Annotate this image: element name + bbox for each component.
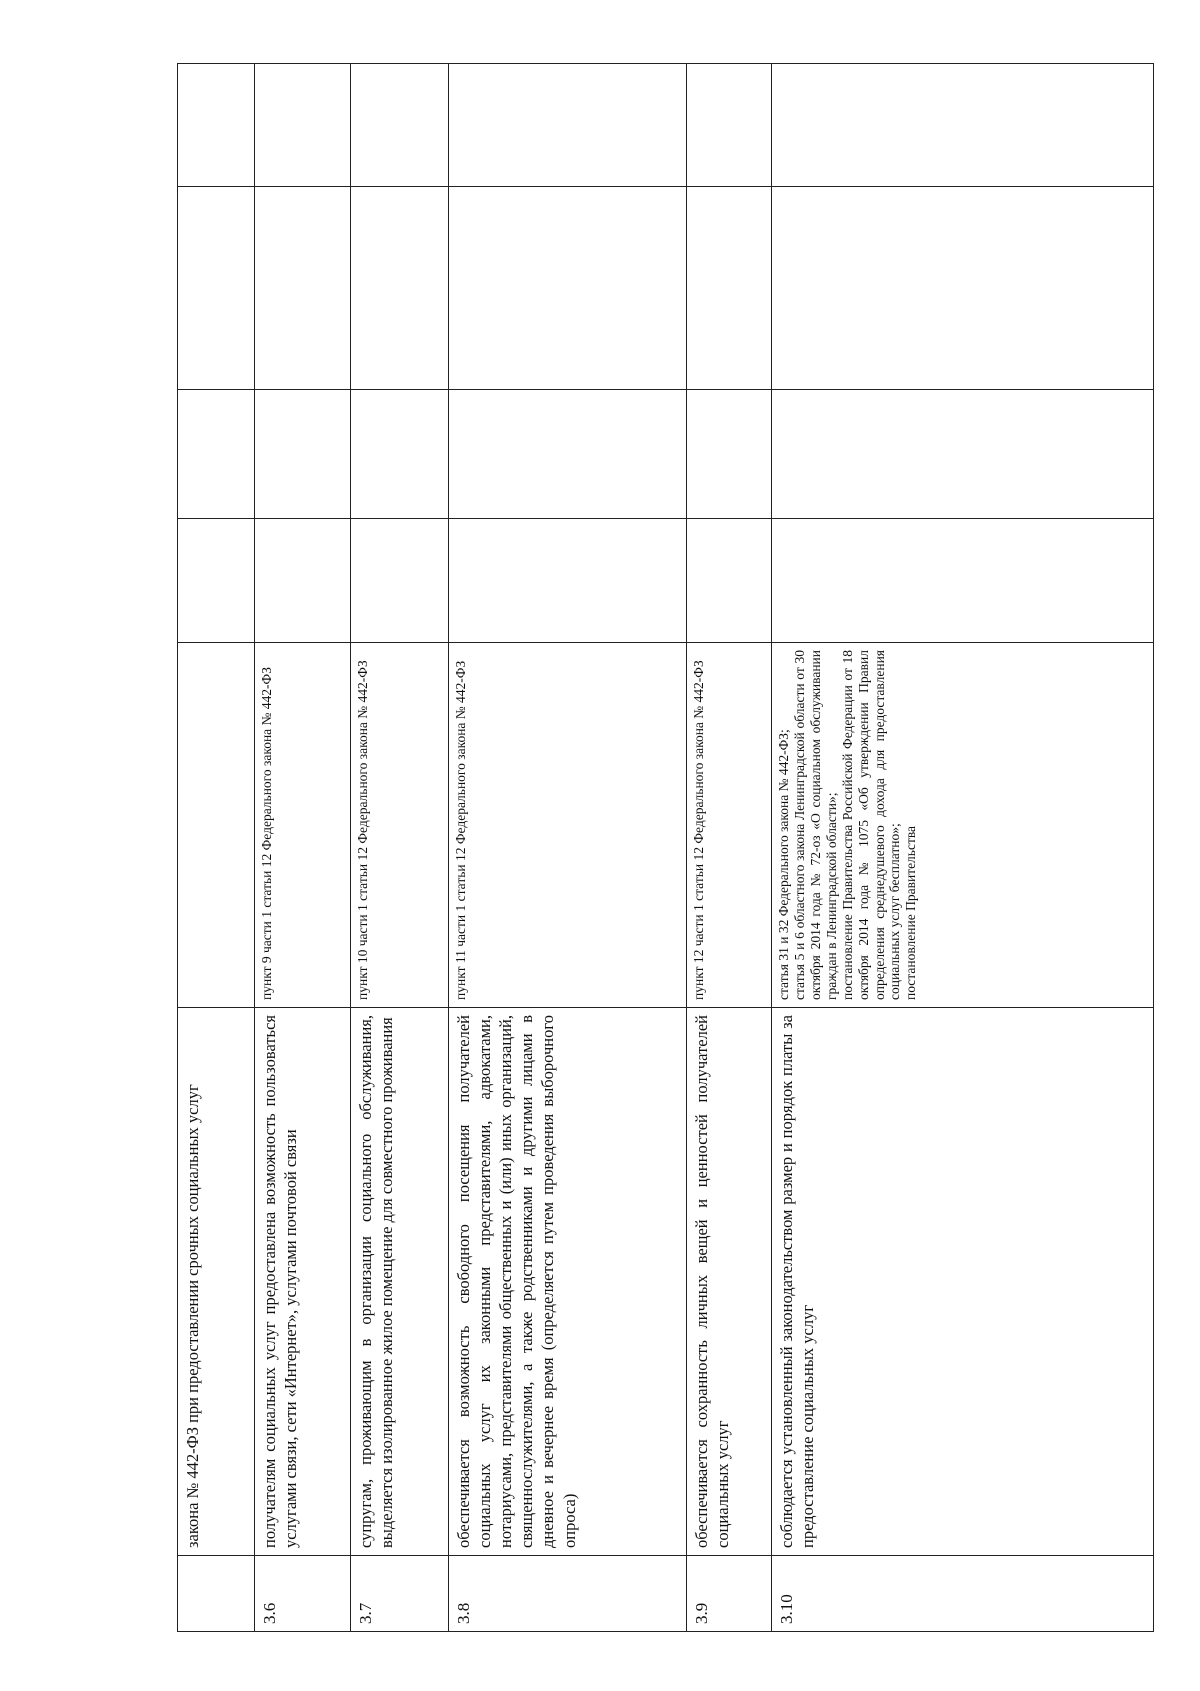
row-number: 3.7 bbox=[351, 1556, 449, 1632]
empty-cell bbox=[178, 519, 255, 643]
empty-cell bbox=[178, 390, 255, 519]
empty-cell bbox=[351, 187, 449, 390]
requirement-text: соблюдается установленный законодательством размер и порядок платы за предоставление социальных услуг bbox=[772, 1008, 1154, 1556]
table-row bbox=[178, 64, 255, 1632]
empty-cell bbox=[178, 64, 255, 187]
legal-basis bbox=[255, 643, 351, 1008]
legal-basis-line: постановление Правительства Российской Федерации от 18 октября 2014 года № 1075 «Об утверждении Правил определения среднедушевого дохода для предоставления социальных услуг бесплатно»; bbox=[839, 650, 903, 1000]
legal-basis-line: пункт 11 части 1 статьи 12 Федерального закона № 442-ФЗ bbox=[453, 660, 468, 1000]
empty-cell bbox=[772, 187, 1154, 390]
empty-cell bbox=[255, 390, 351, 519]
legal-basis-line: постановление Правительства bbox=[903, 825, 919, 1000]
legal-basis-line: статья 31 и 32 Федерального закона № 442-ФЗ; bbox=[776, 729, 791, 1000]
empty-cell bbox=[351, 519, 449, 643]
empty-cell bbox=[255, 64, 351, 187]
empty-cell bbox=[351, 390, 449, 519]
legal-basis bbox=[772, 643, 1154, 1008]
row-number: 3.10 bbox=[772, 1556, 1154, 1632]
legal-basis-line: пункт 9 части 1 статьи 12 Федерального закона № 442-ФЗ bbox=[259, 667, 274, 1000]
empty-cell bbox=[687, 187, 772, 390]
table-row bbox=[255, 64, 351, 1632]
empty-cell bbox=[255, 519, 351, 643]
legal-basis bbox=[687, 643, 772, 1008]
row-number: 3.9 bbox=[687, 1556, 772, 1632]
table-body bbox=[178, 64, 1154, 1632]
empty-cell bbox=[449, 390, 687, 519]
row-number: 3.8 bbox=[449, 1556, 687, 1632]
requirement-text: обеспечивается сохранность личных вещей и ценностей получателей социальных услуг bbox=[687, 1008, 772, 1556]
table-row bbox=[351, 64, 449, 1632]
empty-cell bbox=[449, 64, 687, 187]
empty-cell bbox=[687, 519, 772, 643]
empty-cell bbox=[772, 519, 1154, 643]
requirement-text: обеспечивается возможность свободного посещения получателей социальных услуг их законными представителями, адвокатами, нотариусами, представителями общественных и (или) иных организаций, священнослужителями, а также родственниками и другими лицами в дневное и вечернее время (определяется путем проведения выборочного опроса) bbox=[449, 1008, 687, 1556]
empty-cell bbox=[178, 187, 255, 390]
legal-basis-line: пункт 12 части 1 статьи 12 Федерального закона № 442-ФЗ bbox=[691, 660, 706, 1000]
empty-cell bbox=[449, 519, 687, 643]
checklist-table bbox=[177, 63, 1154, 1632]
table-row bbox=[772, 64, 1154, 1632]
legal-basis bbox=[449, 643, 687, 1008]
table-row bbox=[449, 64, 687, 1632]
empty-cell bbox=[449, 187, 687, 390]
row-number bbox=[178, 1556, 255, 1632]
rotated-table-wrapper bbox=[177, 64, 1153, 1632]
row-number: 3.6 bbox=[255, 1556, 351, 1632]
requirement-text: закона № 442-ФЗ при предоставлении срочных социальных услуг bbox=[178, 1008, 255, 1556]
empty-cell bbox=[687, 390, 772, 519]
empty-cell bbox=[772, 64, 1154, 187]
table-row bbox=[687, 64, 772, 1632]
empty-cell bbox=[687, 64, 772, 187]
empty-cell bbox=[772, 390, 1154, 519]
legal-basis bbox=[351, 643, 449, 1008]
empty-cell bbox=[351, 64, 449, 187]
empty-cell bbox=[255, 187, 351, 390]
requirement-text: супругам, проживающим в организации социального обслуживания, выделяется изолированное жилое помещение для совместного проживания bbox=[351, 1008, 449, 1556]
requirement-text: получателям социальных услуг предоставлена возможность пользоваться услугами связи, сети «Интернет», услугами почтовой связи bbox=[255, 1008, 351, 1556]
legal-basis-line: статья 5 и 6 областного закона Ленинградской области от 30 октября 2014 года № 72-оз «О социальном обслуживании граждан в Ленинградской области»; bbox=[791, 650, 839, 1000]
legal-basis-line: пункт 10 части 1 статьи 12 Федерального закона № 442-ФЗ bbox=[355, 660, 370, 1000]
legal-basis bbox=[178, 643, 255, 1008]
